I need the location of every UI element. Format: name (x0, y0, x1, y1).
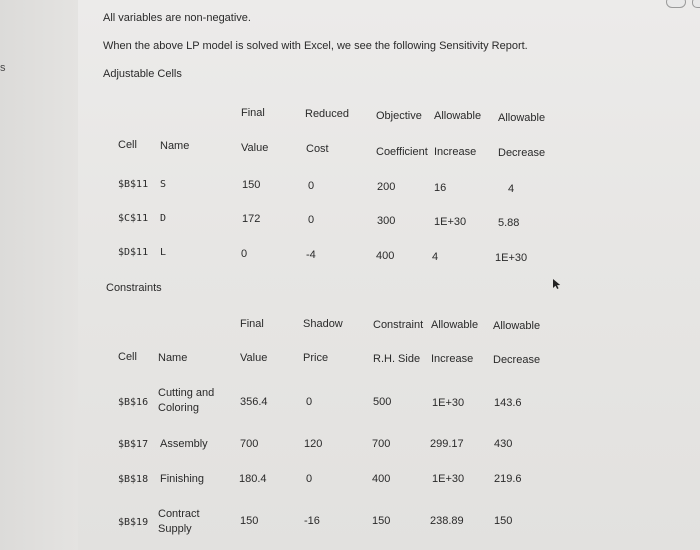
allowable-decrease: 4 (508, 183, 515, 195)
allowable-increase: 1E+30 (432, 397, 465, 409)
header-cell: Cell (118, 351, 137, 363)
cell-ref: $B$18 (118, 474, 149, 485)
allowable-decrease: 430 (494, 438, 513, 450)
allowable-decrease: 150 (494, 515, 513, 527)
objective-coefficient: 300 (377, 215, 396, 227)
header-increase: Increase (431, 353, 474, 365)
final-value: 172 (242, 213, 261, 225)
allowable-decrease: 5.88 (498, 217, 520, 229)
final-value: 0 (241, 248, 248, 260)
header-coefficient: Coefficient (376, 146, 428, 158)
header-final: Final (241, 107, 265, 119)
allowable-increase: 1E+30 (432, 473, 465, 485)
margin-mark: s (0, 62, 6, 74)
header-increase: Increase (434, 146, 477, 158)
final-value: 180.4 (239, 473, 267, 485)
header-allowable-decrease: Allowable (498, 112, 546, 124)
cell-ref: $D$11 (118, 247, 149, 258)
reduced-cost: 0 (308, 214, 315, 226)
corner-shape (666, 0, 686, 8)
header-constraint: Constraint (373, 319, 424, 331)
corner-shape (692, 0, 700, 8)
allowable-decrease: 1E+30 (495, 252, 528, 264)
allowable-increase: 238.89 (430, 515, 464, 527)
cell-ref: $B$19 (118, 517, 149, 528)
header-value: Value (240, 352, 268, 364)
header-name: Name (160, 140, 190, 152)
adjustable-heading: Adjustable Cells (103, 68, 182, 80)
header-cell: Cell (118, 139, 137, 151)
final-value: 356.4 (240, 396, 268, 408)
header-price: Price (303, 352, 329, 364)
header-rh-side: R.H. Side (373, 353, 421, 365)
header-name: Name (158, 352, 188, 364)
constraint-rhs: 150 (372, 515, 391, 527)
header-cost: Cost (306, 143, 329, 155)
constraints-heading: Constraints (106, 282, 162, 294)
objective-coefficient: 400 (376, 250, 395, 262)
cell-ref: $C$11 (118, 213, 149, 224)
allowable-increase: 4 (432, 251, 439, 263)
allowable-increase: 299.17 (430, 438, 464, 450)
header-reduced: Reduced (305, 108, 350, 120)
header-final: Final (240, 318, 264, 330)
reduced-cost: 0 (308, 180, 315, 192)
allowable-increase: 16 (434, 182, 447, 194)
header-shadow: Shadow (303, 318, 343, 330)
page-margin (0, 0, 78, 550)
constraint-name: Finishing (160, 473, 205, 485)
cell-name: S (160, 179, 167, 190)
header-allowable-decrease: Allowable (493, 320, 541, 332)
final-value: 150 (242, 179, 261, 191)
constraint-rhs: 400 (372, 473, 391, 485)
allowable-decrease: 219.6 (494, 473, 522, 485)
shadow-price: -16 (304, 515, 320, 527)
header-value: Value (241, 142, 269, 154)
objective-coefficient: 200 (377, 181, 396, 193)
constraint-rhs: 500 (373, 396, 392, 408)
shadow-price: 0 (306, 473, 313, 485)
constraint-name: Assembly (160, 438, 208, 450)
allowable-increase: 1E+30 (434, 216, 467, 228)
cell-ref: $B$16 (118, 397, 149, 408)
pointer-cursor-icon (552, 278, 562, 290)
header-allowable-increase: Allowable (431, 319, 479, 331)
header-decrease: Decrease (498, 147, 546, 159)
header-objective: Objective (376, 110, 422, 122)
reduced-cost: -4 (306, 249, 316, 261)
cell-ref: $B$17 (118, 439, 149, 450)
cell-name: D (160, 213, 167, 224)
cell-ref: $B$11 (118, 179, 149, 190)
constraint-name: Cutting and Coloring (158, 387, 215, 414)
shadow-price: 120 (304, 438, 323, 450)
report-sheet (78, 0, 700, 550)
shadow-price: 0 (306, 396, 313, 408)
cell-name: L (160, 247, 167, 258)
final-value: 700 (240, 438, 259, 450)
constraint-rhs: 700 (372, 438, 391, 450)
constraint-name: Contract Supply (158, 508, 200, 535)
header-allowable-increase: Allowable (434, 110, 482, 122)
final-value: 150 (240, 515, 259, 527)
intro-line-2: When the above LP model is solved with Excel, we see the following Sensitivity Report. (103, 40, 528, 52)
header-decrease: Decrease (493, 354, 541, 366)
intro-line-1: All variables are non-negative. (103, 12, 251, 24)
allowable-decrease: 143.6 (494, 397, 522, 409)
